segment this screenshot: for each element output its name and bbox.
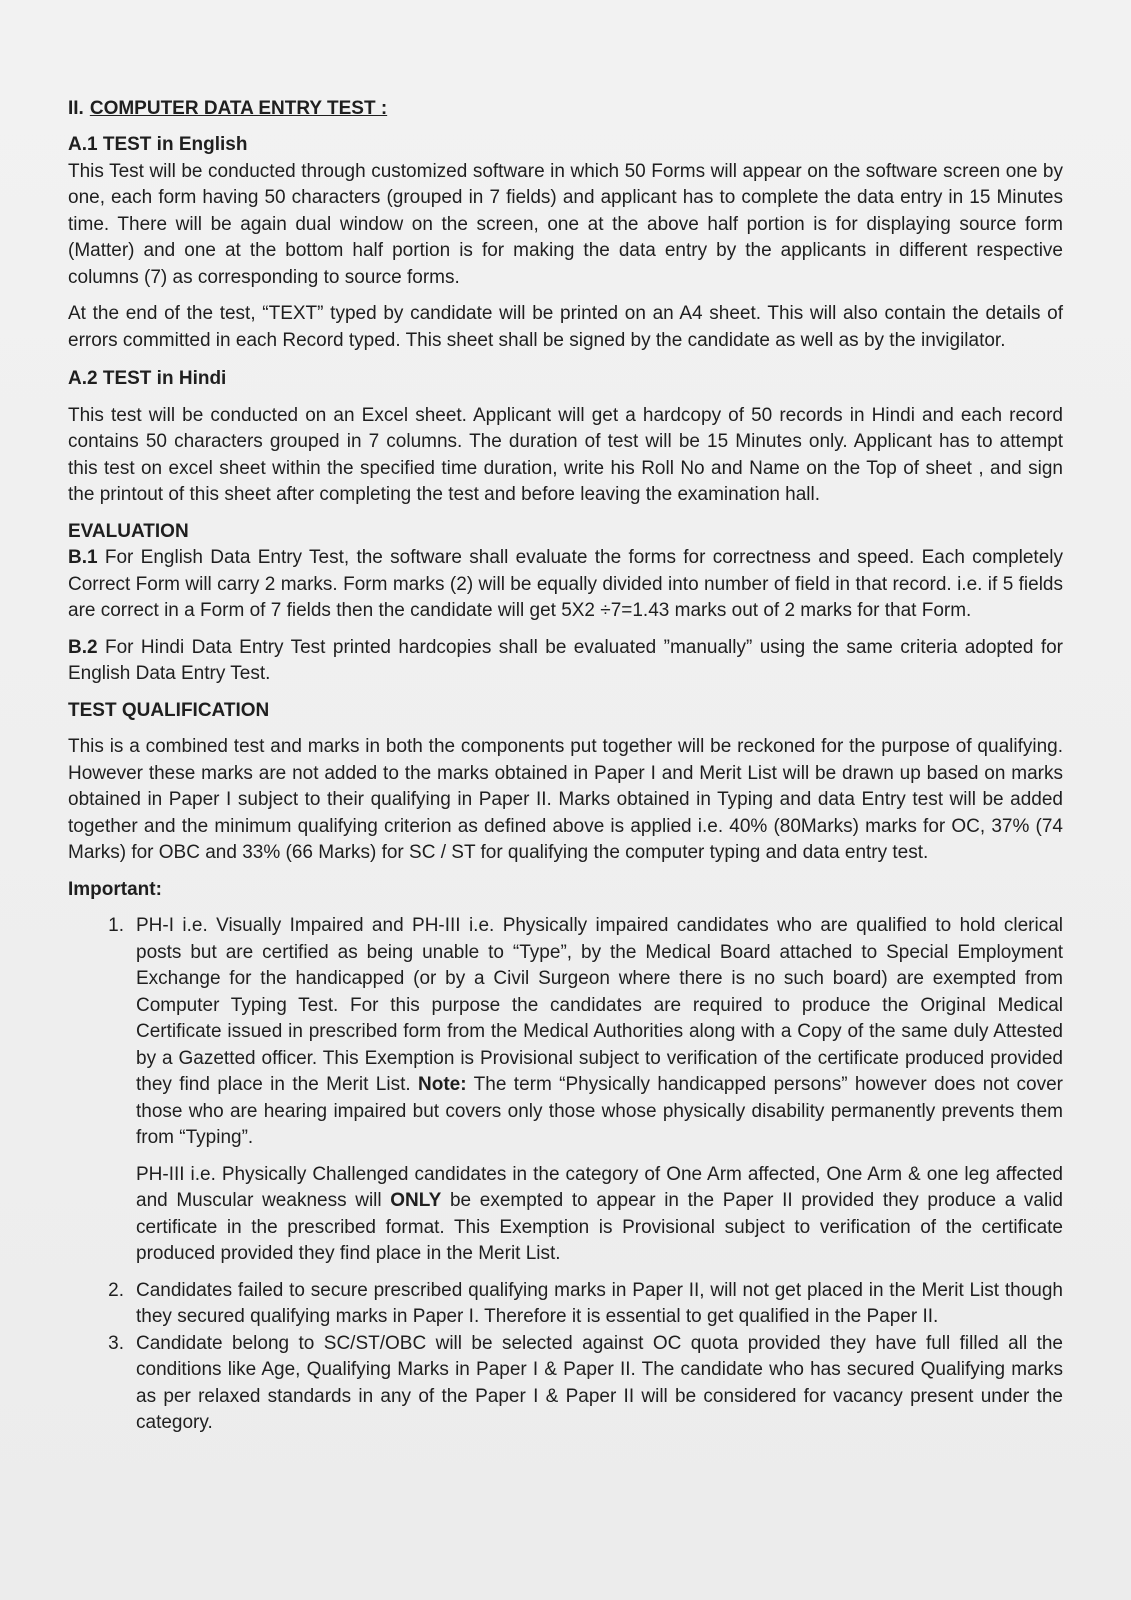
- list-item-number: 3.: [108, 1332, 124, 1354]
- section-number: II.: [68, 98, 84, 119]
- paragraph-a1-1: This Test will be conducted through customized software in which 50 Forms will appear on the software screen one by one, each form having 50 characters (grouped in 7 fields) and applicant has to complete the data entry in 15 Minutes time. There will be again dual window on the screen, one at the above half portion is for displaying source form (Matter) and one at the bottom half portion is for making the data entry by the applicants in different respective columns (7) as corresponding to source forms.: [68, 160, 1063, 288]
- subparagraph-emphasis: ONLY: [390, 1190, 442, 1211]
- paragraph-qualification: This is a combined test and marks in both the components put together will be reckoned for the purpose of qualifying. However these marks are not added to the marks obtained in Paper I and Merit List will be drawn up based on marks obtained in Paper I subject to their qualifying in Paper II. Marks obtained in Typing and data Entry test will be added together and the minimum qualifying criterion as defined above is applied i.e. 40% (80Marks) marks for OC, 37% (74 Marks) for OBC and 33% (66 Marks) for SC / ST for qualifying the computer typing and data entry test.: [68, 736, 1063, 863]
- list-item-number: 1.: [108, 915, 124, 936]
- list-item-number: 2.: [108, 1279, 124, 1301]
- spacer: [68, 688, 1063, 698]
- subparagraph-text: be exempted to appear in the Paper II provided they produce a valid certificate in the prescribed format. This Exemption is Provisional subject to verification of the certificate produced provided they find place in the Merit List.: [136, 1190, 1064, 1264]
- subparagraph-text: PH-III i.e. Physically Challenged candidates in the category of One Arm affected, One Arm & one leg affected and Muscular weakness will: [136, 1163, 1063, 1211]
- heading-evaluation: EVALUATION: [68, 520, 189, 542]
- heading-qualification: TEST QUALIFICATION: [68, 699, 270, 721]
- page-title: COMPUTER DATA ENTRY TEST :: [89, 98, 388, 119]
- list-item-text: The term “Physically handicapped persons” however does not cover those who are hearing impaired but covers only those whose physically disability permanently prevents them from “Typing”.: [136, 1074, 1064, 1148]
- list-item-body: Candidate belong to SC/ST/OBC will be selected against OC quota provided they have full filled all the conditions like Age, Qualifying Marks in Paper I & Paper II. The candidate who has secured Qualifying marks as per relaxed standards in any of the Paper I & Paper II will be considered for vacancy present under the category.: [136, 1332, 1063, 1433]
- heading-important: Important:: [68, 878, 162, 900]
- list-item-subparagraph: [136, 1162, 1063, 1268]
- text-b2: For Hindi Data Entry Test printed hardcopies shall be evaluated ”manually” using the same criteria adopted for English Data Entry Test.: [68, 636, 1063, 684]
- spacer: [68, 509, 1063, 519]
- label-b1: B.1: [68, 547, 98, 568]
- list-item: [68, 1278, 1063, 1331]
- paragraph-a1-2: At the end of the test, “TEXT” typed by candidate will be printed on an A4 sheet. This will also contain the details of errors committed in each Record typed. This sheet shall be signed by the candidate as well as by the invigilator.: [68, 303, 1063, 351]
- list-item-body: [136, 913, 1063, 1152]
- heading-a1: A.1 TEST in English: [68, 134, 248, 155]
- spacer: [68, 291, 1063, 301]
- section-heading-main: [68, 96, 1063, 122]
- paragraph-b1: [68, 545, 1063, 625]
- spacer: [68, 724, 1063, 734]
- important-list: [68, 913, 1063, 1437]
- list-item-body: Candidates failed to secure prescribed qualifying marks in Paper II, will not get placed in the Merit List though they secured qualifying marks in Paper I. Therefore it is essential to get qualified in the Paper II.: [136, 1279, 1063, 1327]
- spacer: [68, 867, 1063, 877]
- paragraph-b2: [68, 635, 1063, 688]
- note-label: Note:: [418, 1074, 467, 1095]
- list-item: [68, 1331, 1063, 1437]
- document-body: [68, 96, 1063, 1437]
- text-b1: For English Data Entry Test, the software shall evaluate the forms for correctness and speed. Each completely Correct Form will carry 2 marks. Form marks (2) will be equally divided into number of field in that record. i.e. if 5 fields are correct in a Form of 7 fields then the candidate will get 5X2 ÷7=1.43 marks out of 2 marks for that Form.: [68, 547, 1063, 621]
- label-b2: B.2: [68, 636, 98, 658]
- spacer: [68, 393, 1063, 403]
- spacer: [68, 903, 1063, 913]
- spacer: [68, 1152, 1063, 1162]
- spacer: [68, 1268, 1063, 1278]
- spacer: [68, 354, 1063, 366]
- paragraph-a2-1: This test will be conducted on an Excel sheet. Applicant will get a hardcopy of 50 records in Hindi and each record contains 50 characters grouped in 7 columns. The duration of test will be 15 Minutes only. Applicant has to attempt this test on excel sheet within the specified time duration, write his Roll No and Name on the Top of sheet , and sign the printout of this sheet after completing the test and before leaving the examination hall.: [68, 404, 1063, 505]
- list-item-text: PH-I i.e. Visually Impaired and PH-III i.e. Physically impaired candidates who are qualified to hold clerical posts but are certified as being unable to “Type”, by the Medical Board attached to Special Employment Exchange for the handicapped (or by a Civil Surgeon where there is no such board) are exempted from Computer Typing Test. For this purpose the candidates are required to produce the Original Medical Certificate issued in prescribed form from the Medical Authorities along with a Copy of the same duly Attested by a Gazetted officer. This Exemption is Provisional subject to verification of the certificate produced provided they find place in the Merit List.: [136, 915, 1063, 1095]
- list-item: [68, 913, 1063, 1152]
- spacer: [68, 625, 1063, 635]
- heading-a2: A.2 TEST in Hindi: [68, 368, 227, 389]
